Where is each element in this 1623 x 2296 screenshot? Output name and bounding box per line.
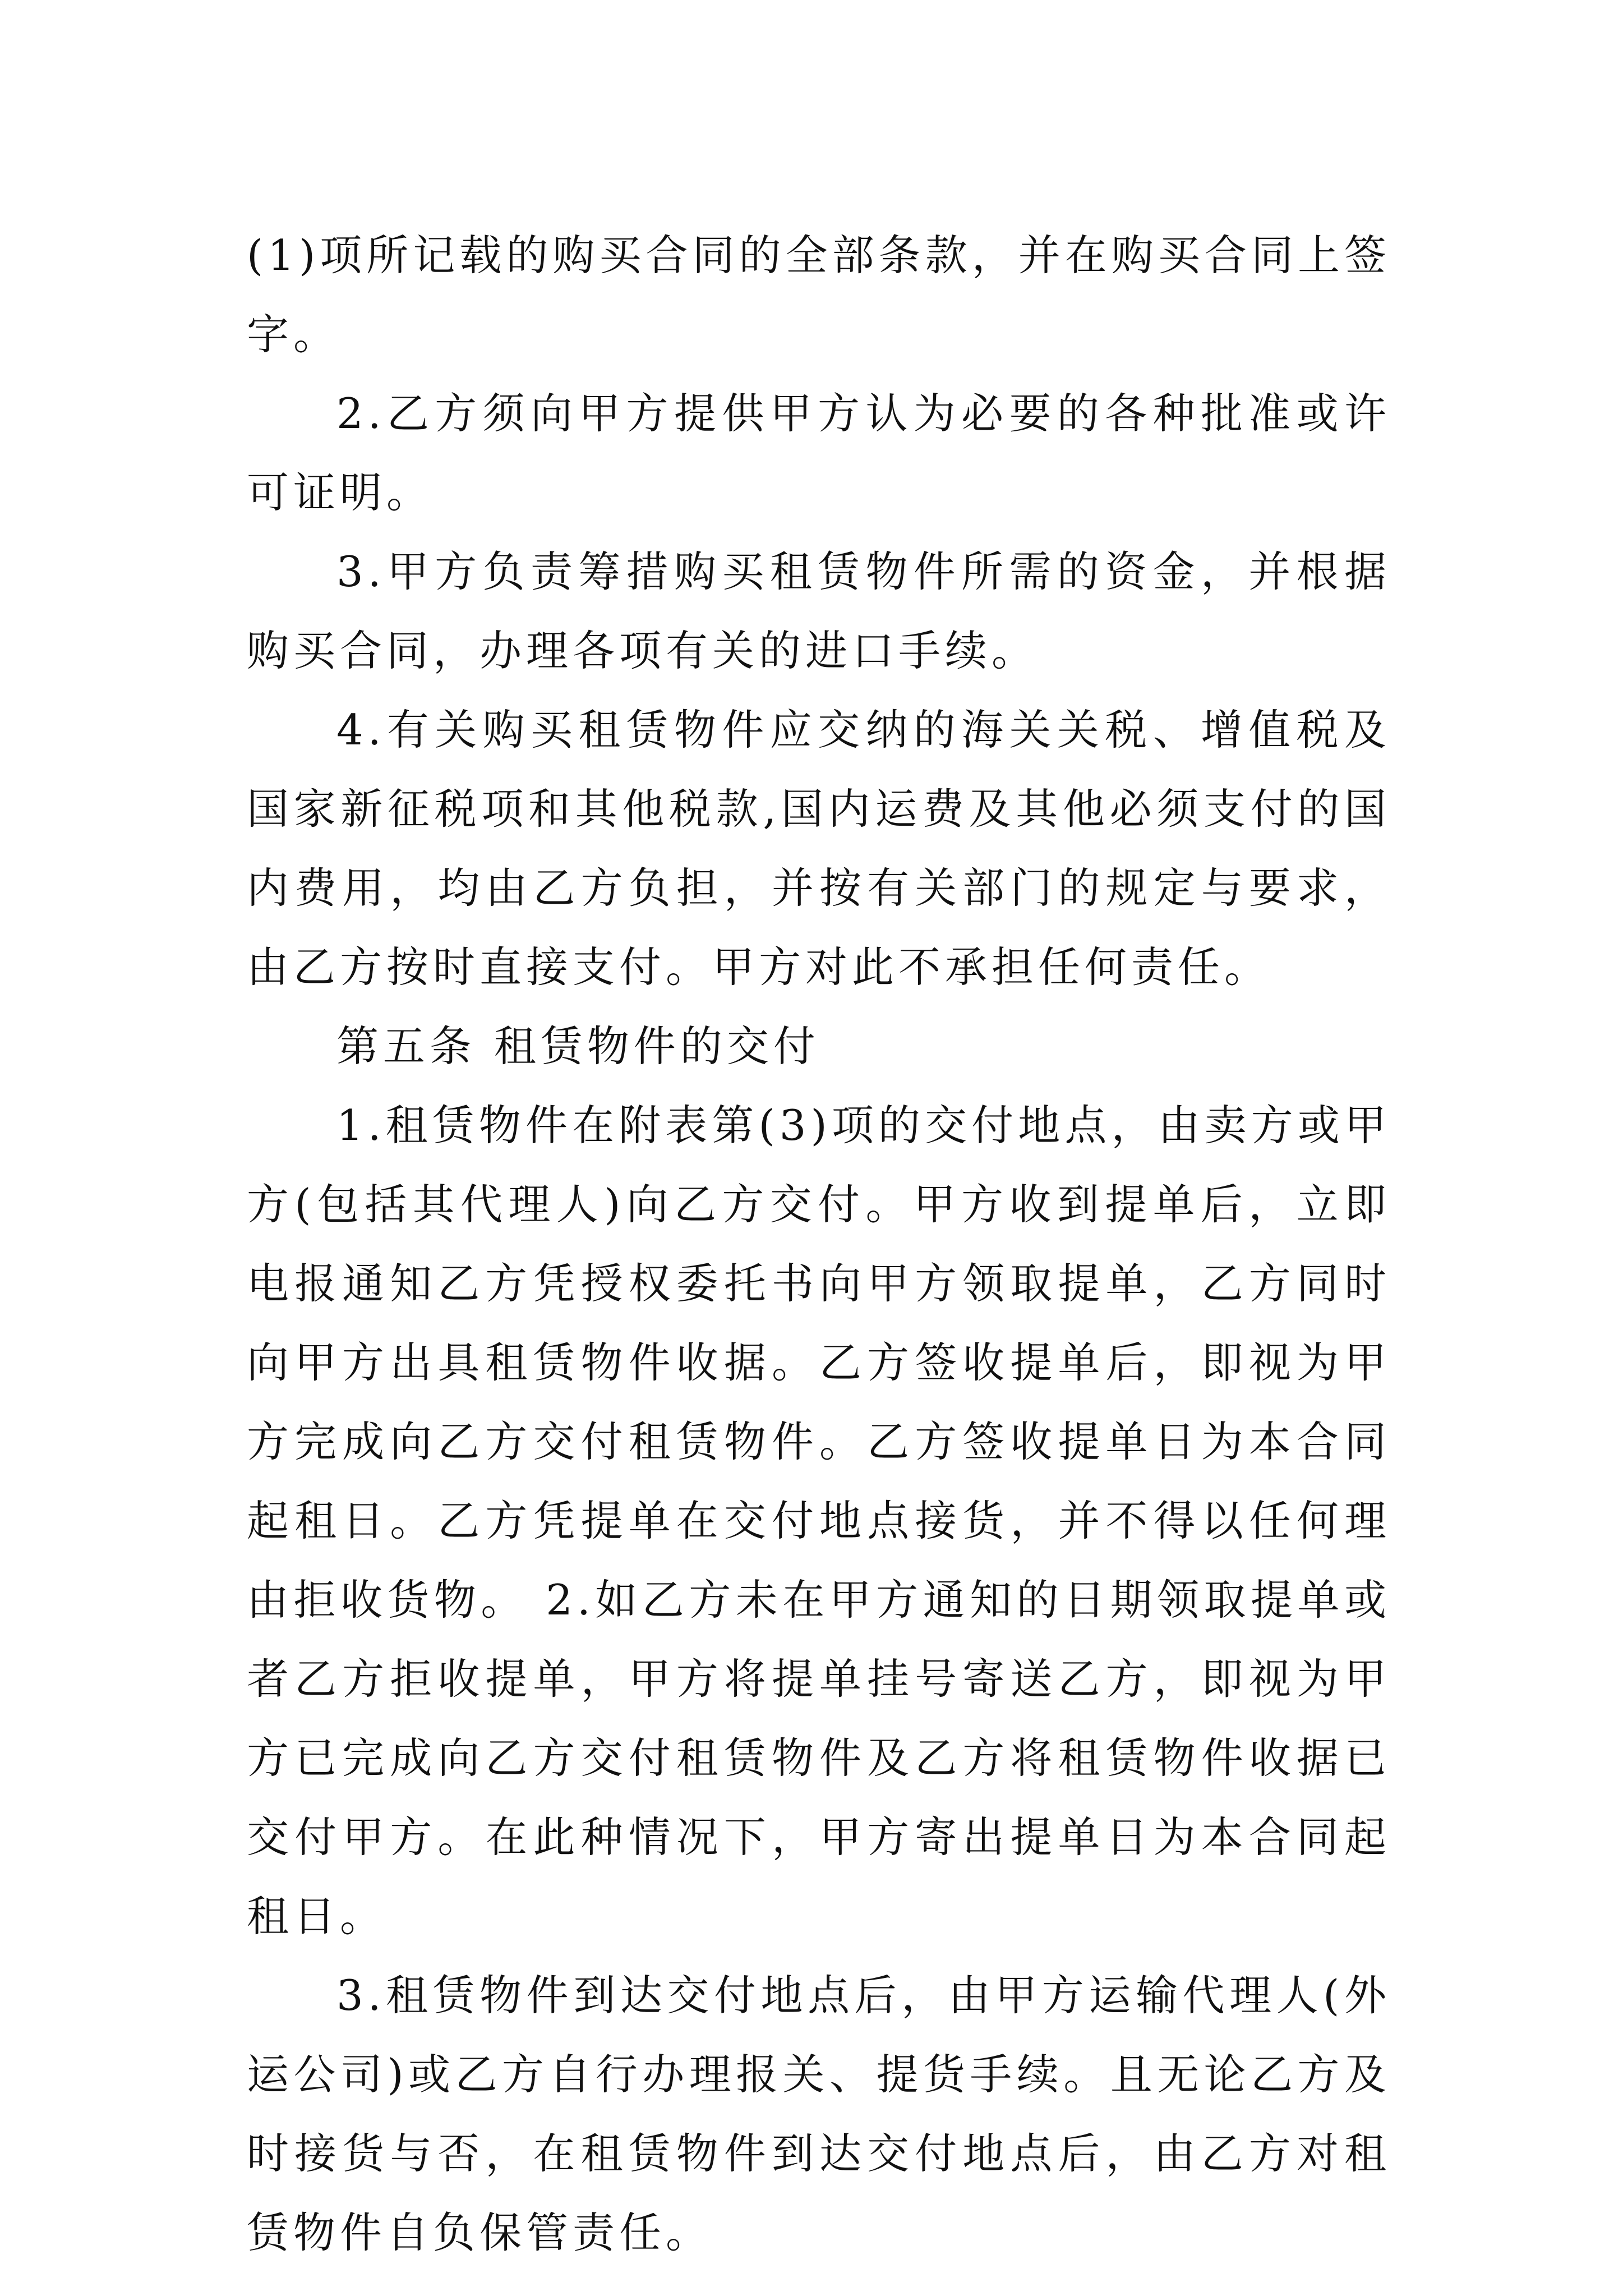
paragraph-clause-5-1: 1.租赁物件在附表第(3)项的交付地点，由卖方或甲方(包括其代理人)向乙方交付。甲方收到提单后，立即电报通知乙方凭授权委托书向甲方领取提单，乙方同时向甲方出具租赁物件收据。乙方签收提单后，即视为甲方完成向乙方交付租赁物件。乙方签收提单日为本合同起租日。乙方凭提单在交付地点接货，并不得以任何理由拒收货物。 2.如乙方未在甲方通知的日期领取提单或者乙方拒收提单，甲方将提单挂号寄送乙方，即视为甲方已完成向乙方交付租赁物件及乙方将租赁物件收据已交付甲方。在此种情况下，甲方寄出提单日为本合同起租日。: [247, 1101, 1391, 1941]
paragraph-clause-4-2: 2.乙方须向甲方提供甲方认为必要的各种批准或许可证明。: [247, 389, 1391, 517]
paragraph-clause-4-4: 4.有关购买租赁物件应交纳的海关关税、增值税及国家新征税项和其他税款,国内运费及其他必须支付的国内费用，均由乙方负担，并按有关部门的规定与要求，由乙方按时直接支付。甲方对此不承担任何责任。: [247, 705, 1391, 992]
paragraph-clause-4-3: 3.甲方负责筹措购买租赁物件所需的资金，并根据购买合同，办理各项有关的进口手续。: [247, 547, 1391, 675]
article-5-heading: 第五条 租赁物件的交付: [336, 1022, 820, 1071]
paragraph-continuation: (1)项所记载的购买合同的全部条款，并在购买合同上签字。: [247, 231, 1391, 359]
paragraph-clause-5-3: 3.租赁物件到达交付地点后，由甲方运输代理人(外运公司)或乙方自行办理报关、提货手续。且无论乙方及时接货与否，在租赁物件到达交付地点后，由乙方对租赁物件自负保管责任。: [247, 1971, 1391, 2257]
document-body: [247, 216, 1391, 2272]
